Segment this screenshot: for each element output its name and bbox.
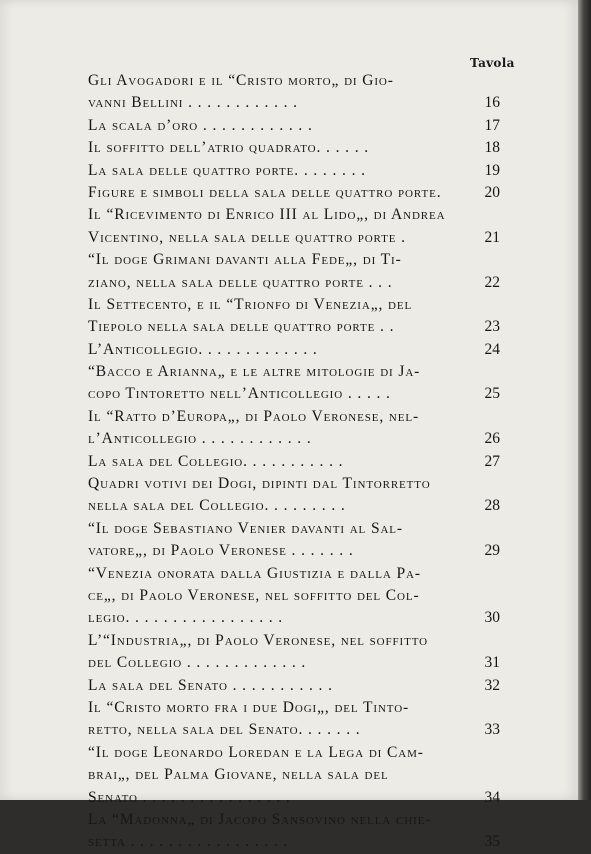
entry-title-line: setta . . . . . . . . . . . . . . . . . bbox=[88, 833, 289, 851]
plate-number: 30 bbox=[484, 609, 500, 627]
entry-title-line: copo Tintoretto nell’Anticollegio . . . . . bbox=[88, 385, 391, 403]
toc-entry bbox=[88, 518, 500, 563]
toc-line bbox=[88, 339, 500, 361]
toc-entry bbox=[88, 115, 500, 137]
toc-entry bbox=[88, 451, 500, 473]
toc-line bbox=[88, 675, 500, 697]
toc-line bbox=[88, 160, 500, 182]
toc-entry bbox=[88, 294, 500, 339]
toc-entry bbox=[88, 137, 500, 159]
toc-entry bbox=[88, 406, 500, 451]
entry-title-line: ziano, nella sala delle quattro porte . . . bbox=[88, 273, 393, 291]
plate-number: 25 bbox=[484, 385, 500, 403]
toc-line bbox=[88, 115, 500, 137]
entry-title-line: vanni Bellini . . . . . . . . . . . . bbox=[88, 94, 298, 112]
toc-entry bbox=[88, 249, 500, 294]
toc-entry bbox=[88, 473, 500, 518]
toc-entry bbox=[88, 182, 500, 204]
plate-number: 21 bbox=[484, 228, 500, 246]
entry-title-line: Gli Avogadori e il “Cristo morto„ di Gio- bbox=[88, 72, 394, 89]
entry-title-line: La sala del Collegio. . . . . . . . . . . bbox=[88, 452, 344, 470]
toc-line bbox=[88, 630, 500, 652]
entry-title-line: “Venezia onorata dalla Giustizia e dalla Pa- bbox=[88, 564, 421, 582]
plate-number: 19 bbox=[484, 161, 500, 179]
toc-entry bbox=[88, 563, 500, 630]
toc-entry bbox=[88, 160, 500, 182]
entry-title-line: Il Settecento, e il “Trionfo di Venezia„, del bbox=[88, 295, 413, 313]
entry-title-line: ce„, di Paolo Veronese, nel soffitto del Col- bbox=[88, 586, 420, 604]
entry-title-line: Il soffitto dell’atrio quadrato. . . . . . bbox=[88, 139, 370, 157]
plate-number: 26 bbox=[484, 430, 500, 448]
toc-line bbox=[88, 383, 500, 405]
toc-entry bbox=[88, 361, 500, 406]
toc-entry bbox=[88, 697, 500, 742]
entry-title-line: Il “Ratto d’Europa„, di Paolo Veronese, nel- bbox=[88, 407, 420, 425]
toc-line bbox=[88, 204, 500, 226]
entry-title-line: nella sala del Collegio. . . . . . . . . bbox=[88, 497, 346, 515]
entry-title-line: Il “Cristo morto fra i due Dogi„, del Tinto- bbox=[88, 698, 410, 716]
toc-line bbox=[88, 294, 500, 316]
toc-line bbox=[88, 831, 500, 853]
toc-entry bbox=[88, 742, 500, 809]
toc-entry bbox=[88, 809, 500, 854]
plate-number: 28 bbox=[484, 497, 500, 515]
toc-line bbox=[88, 518, 500, 540]
toc-line bbox=[88, 428, 500, 450]
entry-title-line: Tiepolo nella sala delle quattro porte . . bbox=[88, 318, 395, 336]
plate-number: 34 bbox=[484, 788, 500, 806]
toc-line bbox=[88, 451, 500, 473]
table-of-plates bbox=[88, 70, 500, 854]
entry-title-line: legio. . . . . . . . . . . . . . . . . bbox=[88, 609, 284, 627]
plate-number: 32 bbox=[484, 676, 500, 694]
plate-number: 22 bbox=[484, 273, 500, 291]
toc-line bbox=[88, 92, 500, 114]
toc-entry bbox=[88, 204, 500, 249]
toc-entry bbox=[88, 339, 500, 361]
entry-title-line: brai„, del Palma Giovane, nella sala del bbox=[88, 766, 389, 784]
plate-number: 18 bbox=[484, 139, 500, 157]
entry-title-line: L’Anticollegio. . . . . . . . . . . . . bbox=[88, 340, 318, 358]
toc-line bbox=[88, 473, 500, 495]
plate-number: 16 bbox=[484, 94, 500, 112]
entry-title-line: “Il doge Sebastiano Venier davanti al Sal- bbox=[88, 519, 403, 537]
entry-title-line: “Bacco e Arianna„ e le altre mitologie di Ja- bbox=[88, 363, 421, 381]
entry-title-line: La sala del Senato . . . . . . . . . . . bbox=[88, 676, 333, 694]
toc-line bbox=[88, 719, 500, 741]
plate-number: 35 bbox=[484, 833, 500, 851]
entry-title-line: retto, nella sala del Senato. . . . . . . bbox=[88, 721, 361, 739]
entry-title-line: “Il doge Leonardo Loredan e la Lega di Cam- bbox=[88, 743, 424, 761]
plate-number: 27 bbox=[484, 452, 500, 470]
toc-line bbox=[88, 809, 500, 831]
entry-title-line: “Il doge Grimani davanti alla Fede„, di Ti- bbox=[88, 251, 402, 269]
toc-line bbox=[88, 697, 500, 719]
toc-line bbox=[88, 227, 500, 249]
toc-line bbox=[88, 787, 500, 809]
entry-title-line: Vicentino, nella sala delle quattro porte . bbox=[88, 228, 406, 246]
entry-title-line: La sala delle quattro porte. . . . . . . . bbox=[88, 161, 366, 179]
toc-line bbox=[88, 607, 500, 629]
toc-line bbox=[88, 182, 500, 204]
toc-line bbox=[88, 495, 500, 517]
entry-title-line: l’Anticollegio . . . . . . . . . . . . bbox=[88, 430, 312, 448]
toc-line bbox=[88, 540, 500, 562]
column-heading: Tavola bbox=[470, 56, 515, 70]
entry-title-line: Quadri votivi dei Dogi, dipinti dal Tintorretto bbox=[88, 475, 431, 493]
plate-number: 33 bbox=[484, 721, 500, 739]
entry-title-line: Il “Ricevimento di Enrico III al Lido„, di Andrea bbox=[88, 206, 446, 224]
entry-title-line: del Collegio . . . . . . . . . . . . . bbox=[88, 654, 307, 672]
toc-line bbox=[88, 249, 500, 271]
entry-title-line: Figure e simboli della sala delle quattro porte. bbox=[88, 183, 442, 201]
entry-title-line: La “Madonna„ di Jacopo Sansovino nella chie- bbox=[88, 810, 432, 828]
plate-number: 24 bbox=[484, 340, 500, 358]
toc-line bbox=[88, 272, 500, 294]
toc-line bbox=[88, 742, 500, 764]
toc-line bbox=[88, 137, 500, 159]
book-spine bbox=[578, 0, 591, 800]
entry-title-line: La scala d’oro . . . . . . . . . . . . bbox=[88, 116, 313, 134]
toc-entry bbox=[88, 675, 500, 697]
toc-line bbox=[88, 406, 500, 428]
toc-entry bbox=[88, 70, 500, 115]
plate-number: 23 bbox=[484, 318, 500, 336]
toc-line bbox=[88, 70, 500, 92]
toc-line bbox=[88, 316, 500, 338]
toc-line bbox=[88, 361, 500, 383]
plate-number: 29 bbox=[484, 542, 500, 560]
toc-entry bbox=[88, 630, 500, 675]
toc-line bbox=[88, 563, 500, 585]
plate-number: 31 bbox=[484, 654, 500, 672]
entry-title-line: vatore„, di Paolo Veronese . . . . . . . bbox=[88, 542, 354, 560]
entry-title-line: Senato . . . . . . . . . . . . . . . . bbox=[88, 788, 291, 806]
toc-line bbox=[88, 764, 500, 786]
plate-number: 20 bbox=[484, 183, 500, 201]
toc-line bbox=[88, 652, 500, 674]
entry-title-line: L’“Industria„, di Paolo Veronese, nel soffitto bbox=[88, 631, 428, 649]
plate-number: 17 bbox=[484, 116, 500, 134]
toc-line bbox=[88, 585, 500, 607]
